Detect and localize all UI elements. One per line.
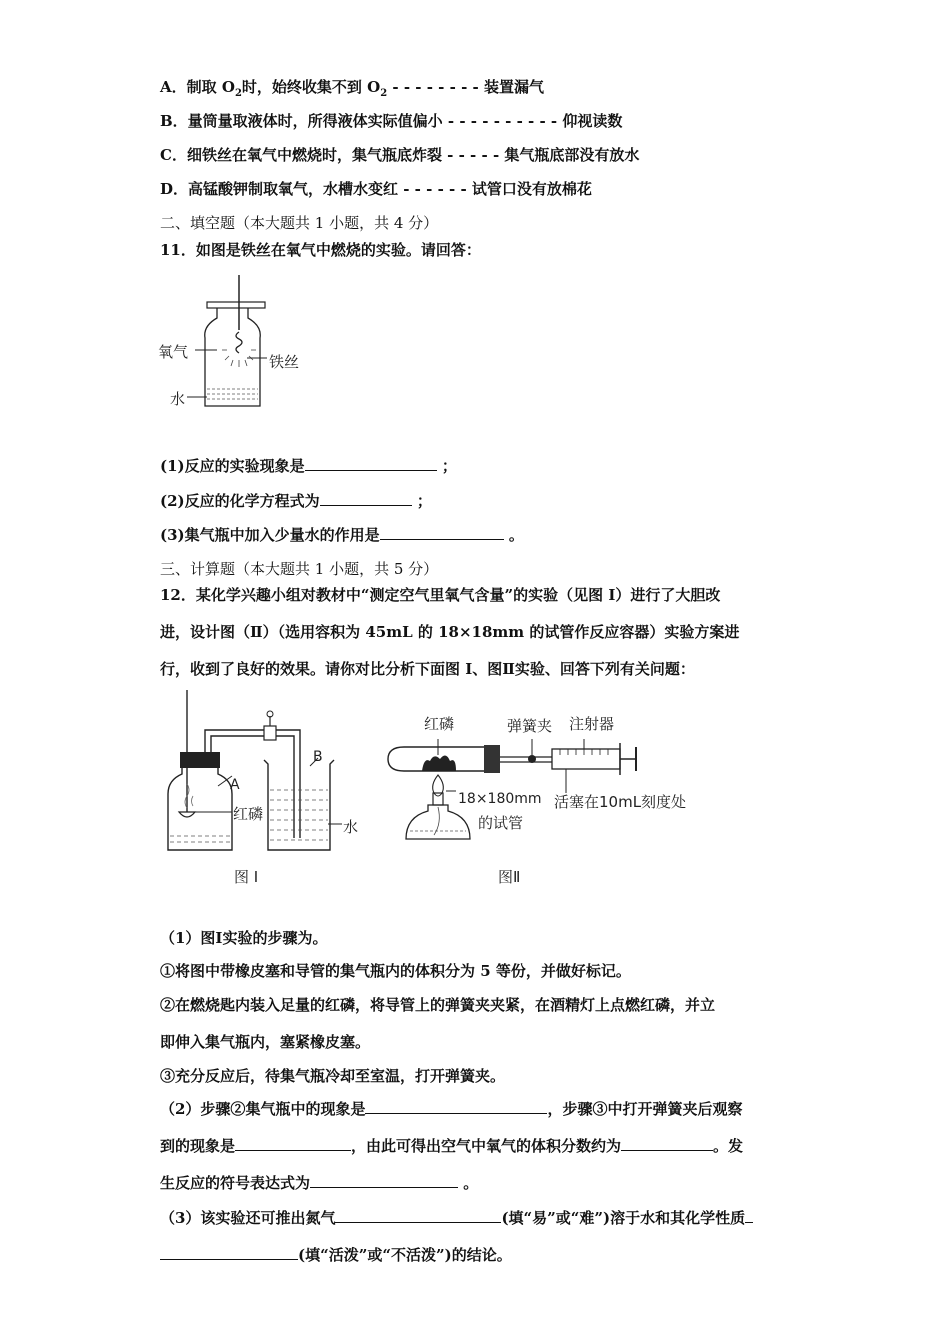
figure-1-apparatus [160, 690, 370, 860]
choice-a [160, 77, 544, 104]
q12-part3-text-b: (填“易”或“难”)溶于水和其化学性质 [501, 1209, 746, 1227]
answer-blank[interactable] [380, 525, 504, 540]
question-11: 11．如图是铁丝在氧气中燃烧的实验。请回答： [160, 241, 481, 259]
q11-part3-end: 。 [508, 526, 524, 544]
choice-a-sub-2: 2 [380, 88, 388, 99]
fig1-water-label: 水 [343, 818, 359, 836]
q11-part1 [160, 456, 457, 476]
q12-part2-text-g: 。 [463, 1174, 479, 1192]
q11-part1-text: (1)反应的实验现象是 [160, 457, 305, 475]
q11-part1-end: ； [441, 457, 457, 475]
answer-blank[interactable] [310, 1173, 458, 1188]
q12-part2-text-e: 。发 [713, 1137, 744, 1155]
q12-part2-line1 [160, 1099, 742, 1119]
fig2-tube-size-label: 18×180mm [458, 791, 542, 807]
water-label: 水 [170, 390, 186, 408]
q12-line2: 进，设计图（Ⅱ）（选用容积为 45mL 的 18×18mm 的试管作反应容器）实验方案进 [160, 623, 740, 641]
iron-wire-label: 铁丝 [269, 353, 300, 371]
fig1-caption: 图 I [234, 868, 259, 886]
answer-blank[interactable] [235, 1136, 351, 1151]
answer-blank[interactable] [621, 1136, 713, 1151]
step1-heading: （1）图Ⅰ实验的步骤为。 [160, 929, 328, 947]
q12-part3-line1 [160, 1208, 753, 1228]
fig1-label-b: B [313, 749, 323, 765]
step1b-line2: 即伸入集气瓶内，塞紧橡皮塞。 [160, 1033, 371, 1051]
q12-part3-text-c: (填“活泼”或“不活泼”)的结论。 [298, 1246, 512, 1264]
fig2-clip-label: 弹簧夹 [507, 717, 553, 735]
step1a: ①将图中带橡皮塞和导管的集气瓶内的体积分为 5 等份，并做好标记。 [160, 962, 631, 980]
answer-blank[interactable] [745, 1208, 753, 1223]
section2-heading: 二、填空题（本大题共 1 小题，共 4 分） [160, 214, 439, 232]
fig2-tube-label: 的试管 [478, 814, 524, 832]
oxygen-label: 氧气 [158, 343, 189, 361]
answer-blank[interactable] [335, 1208, 501, 1223]
answer-blank[interactable] [160, 1245, 298, 1260]
q12-part2-text-a: （2）步骤②集气瓶中的现象是 [160, 1100, 366, 1118]
q12-part2-text-b: ，步骤③中打开弹簧夹后观察 [547, 1100, 743, 1118]
step1c: ③充分反应后，待集气瓶冷却至室温，打开弹簧夹。 [160, 1067, 506, 1085]
q12-line3: 行，收到了良好的效果。请你对比分析下面图 I、图Ⅱ实验、回答下列有关问题： [160, 660, 695, 678]
q12-part3-line2 [160, 1245, 512, 1265]
q12-part2-line3 [160, 1173, 478, 1193]
choice-a-text-3: - - - - - - - - 装置漏气 [387, 78, 544, 96]
answer-blank[interactable] [365, 1099, 547, 1114]
choice-c: C．细铁丝在氧气中燃烧时，集气瓶底炸裂 - - - - - 集气瓶底部没有放水 [160, 146, 640, 164]
q11-part2-end: ； [416, 492, 432, 510]
q12-part3-text-a: （3）该实验还可推出氮气 [160, 1209, 336, 1227]
q12-part2-text-c: 到的现象是 [160, 1137, 236, 1155]
choice-a-text-1: A．制取 O [160, 78, 235, 96]
answer-blank[interactable] [320, 491, 412, 506]
choice-d: D．高锰酸钾制取氧气，水槽水变红 - - - - - - 试管口没有放棉花 [160, 180, 592, 198]
q11-part3-text: (3)集气瓶中加入少量水的作用是 [160, 526, 380, 544]
answer-blank[interactable] [305, 456, 437, 471]
q12-part2-text-d: ，由此可得出空气中氧气的体积分数约为 [351, 1137, 622, 1155]
fig2-piston-label: 活塞在10mL刻度处 [554, 793, 687, 811]
choice-a-sub-1: 2 [234, 88, 242, 99]
q12-line1: 12．某化学兴趣小组对教材中“测定空气里氧气含量”的实验（见图 I）进行了大胆改 [160, 586, 721, 604]
q12-part2-line2 [160, 1136, 743, 1156]
fig2-red-phosphorus-label: 红磷 [424, 715, 455, 733]
fig1-label-a: A [230, 777, 240, 793]
q11-part2-text: (2)反应的化学方程式为 [160, 492, 320, 510]
section3-heading: 三、计算题（本大题共 1 小题，共 5 分） [160, 560, 439, 578]
fig2-caption: 图Ⅱ [498, 868, 521, 886]
step1b-line1: ②在燃烧匙内装入足量的红磷，将导管上的弹簧夹夹紧，在酒精灯上点燃红磷，并立 [160, 996, 716, 1014]
fig1-red-phosphorus-label: 红磷 [233, 805, 264, 823]
q12-part2-text-f: 生反应的符号表达式为 [160, 1174, 311, 1192]
q11-part3 [160, 525, 524, 545]
q11-part2 [160, 491, 432, 511]
choice-a-text-2: 时，始终收集不到 O [241, 78, 381, 96]
choice-b: B．量筒量取液体时，所得液体实际值偏小 - - - - - - - - - - 仰视读数 [160, 112, 623, 130]
fig2-syringe-label: 注射器 [569, 715, 615, 733]
